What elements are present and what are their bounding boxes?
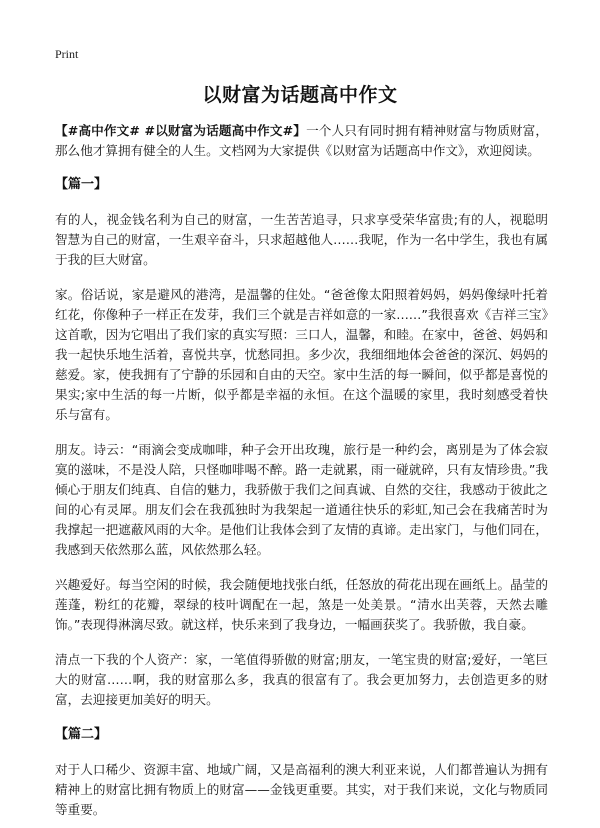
intro-text: 一个人只有同时拥有精神财富与物质财富，那么他才算拥有健全的人生。文档网为大家提供《以财富为话题高中作文》，欢迎阅读。: [55, 123, 549, 158]
section2-paragraph-1: 对于人口稀少、资源丰富、地域广阔，又是高福利的澳大利亚来说，人们都普遍认为拥有精神上的财富比拥有物质上的财富——金钱更重要。其实，对于我们来说，文化与物质同等重要。: [55, 762, 548, 817]
section1-paragraph-3: 朋友。诗云：“雨滴会变成咖啡，种子会开出玫瑰，旅行是一种约会，离别是为了体会寂寞的滋味，不是没人陪，只怪咖啡喝不醉。路一走就累，雨一碰就碎，只有友情珍贵。”我倾心于朋友们纯真、自信的魅力，我骄傲于我们之间真诚、自然的交往，我感动于彼此之间的心有灵犀。朋友们会在我孤独时为我架起一道通往快乐的彩虹,知己会在我痛苦时为我撑起一把遮蔽风雨的大伞。是他们让我体会到了友情的真谛。走出家门，与他们同在，我感到天依然那么蓝，风依然那么轻。: [55, 442, 548, 557]
section1-paragraph-1: 有的人，视金钱名利为自己的财富，一生苦苦追寻，只求享受荣华富贵;有的人，视聪明智慧为自己的财富，一生艰辛奋斗，只求超越他人……我呢，作为一名中学生，我也有属于我的巨大财富。: [55, 212, 548, 267]
intro-tag: 【#高中作文# #以财富为话题高中作文#】: [55, 123, 307, 138]
intro-paragraph: [55, 121, 548, 161]
section1-paragraph-5: 清点一下我的个人资产：家，一笔值得骄傲的财富;朋友，一笔宝贵的财富;爱好，一笔巨大的财富……啊，我的财富那么多，我真的很富有了。我会更加努力，去创造更多的财富，去迎接更加美好的明天。: [55, 652, 548, 707]
print-link[interactable]: Print: [55, 47, 79, 61]
section-heading-2: 【篇二】: [55, 727, 108, 742]
section1-paragraph-4: 兴趣爱好。每当空闲的时候，我会随便地找张白纸，任怒放的荷花出现在画纸上。晶莹的莲蓬，粉红的花瓣，翠绿的枝叶调配在一起，煞是一处美景。“清水出芙蓉，天然去雕饰。”表现得淋漓尽致。就这样，快乐来到了我身边，一幅画获奖了。我骄傲，我自豪。: [55, 577, 548, 632]
page-title: 以财富为话题高中作文: [202, 84, 398, 106]
article-body: [55, 121, 548, 828]
section1-paragraph-2: 家。俗话说，家是避风的港湾，是温馨的住处。“爸爸像太阳照着妈妈，妈妈像绿叶托着红花，你像种子一样正在发芽，我们三个就是吉祥如意的一家……”我很喜欢《吉祥三宝》这首歌，因为它唱出了我们家的真实写照：三口人，温馨，和睦。在家中，爸爸、妈妈和我一起快乐地生活着，喜悦共享，忧愁同担。多少次，我细细地体会爸爸的深沉、妈妈的慈爱。家，使我拥有了宁静的乐园和自由的天空。家中生活的每一瞬间，似乎都是喜悦的果实;家中生活的每一片断，似乎都是幸福的永恒。在这个温暖的家里，我时刻感受着快乐与富有。: [55, 287, 548, 422]
section-heading-1: 【篇一】: [55, 177, 108, 192]
